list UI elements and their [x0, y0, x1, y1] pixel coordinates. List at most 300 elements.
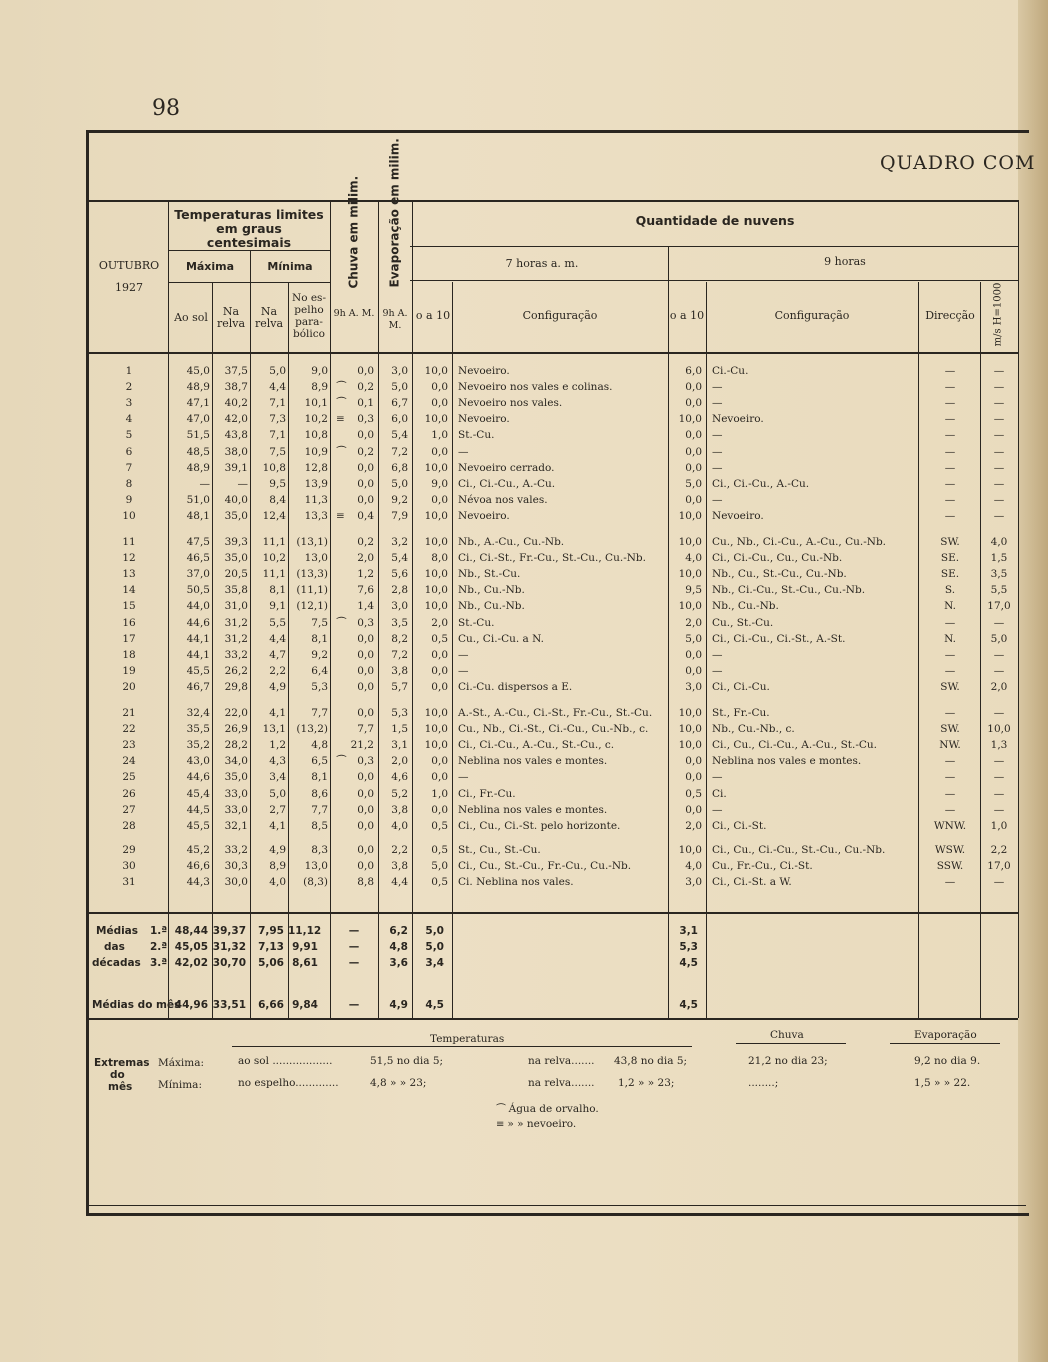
cell-rv: 43,8 [224, 429, 248, 442]
cell-me: 6,5 [311, 755, 328, 768]
cell-mr: 9,5 [269, 477, 286, 490]
cell-mr: 8,9 [269, 859, 286, 872]
cell-ch: 0,3 [357, 616, 374, 629]
cell-ev: 2,8 [391, 584, 408, 597]
cell-mr: 8,4 [269, 493, 286, 506]
footer-espelho-val: 4,8 » » 23; [370, 1077, 427, 1089]
cell-n9: 10,0 [678, 536, 702, 548]
cell-s: 45,0 [186, 365, 210, 377]
media-mes-cell-rv: 33,51 [212, 999, 246, 1011]
cell-ev: 9,2 [391, 493, 408, 506]
media-cell-rv: 30,70 [212, 957, 246, 969]
cell-d: 30 [122, 859, 136, 872]
cell-mr: 5,5 [269, 616, 286, 629]
cell-n9: 0,5 [685, 787, 702, 800]
footer-espelho: no espelho............. [238, 1077, 339, 1089]
cell-me: (13,1) [296, 536, 328, 548]
media-cell-n9: 4,5 [679, 957, 698, 969]
cell-s: 44,1 [186, 648, 210, 661]
cell-rv: 38,0 [224, 445, 248, 458]
cell-dir: — [944, 755, 956, 768]
cell-mr: 4,4 [269, 381, 286, 394]
cell-dir: — [944, 616, 956, 629]
cell-mr: 4,7 [269, 648, 286, 661]
cell-ev: 8,2 [391, 632, 408, 645]
col-rule [706, 282, 707, 1018]
footer-relva-max: na relva....... [528, 1055, 595, 1067]
cell-c7: Nevoeiro. [458, 509, 510, 522]
cell-dir: — [944, 365, 956, 377]
medias-top-rule [88, 912, 1018, 914]
cell-c7: — [458, 445, 469, 458]
cell-d: 6 [125, 445, 133, 458]
cell-n7: 10,0 [424, 707, 448, 719]
cell-ch: 2,0 [357, 552, 374, 565]
cell-s: 43,0 [186, 755, 210, 768]
cell-n7: 0,0 [431, 680, 448, 693]
cell-c9: — [712, 381, 723, 394]
cell-ev: 3,2 [391, 536, 408, 548]
cell-mr: 4,9 [269, 680, 286, 693]
media-cell-n9: 5,3 [679, 941, 698, 953]
cell-d: 25 [122, 771, 136, 784]
cell-c7: Nevoeiro cerrado. [458, 461, 555, 474]
cell-c9: Ci., Ci.-St. [712, 819, 767, 832]
cell-c7: — [458, 648, 469, 661]
cell-n7: 10,0 [424, 568, 448, 581]
cell-c7: Ci. Neblina nos vales. [458, 876, 574, 888]
cell-ev: 6,0 [391, 413, 408, 426]
media-cell-s: 48,44 [174, 925, 208, 937]
cell-n9: 10,0 [678, 739, 702, 752]
cell-c9: Nb., Cu.-Nb. [712, 600, 779, 613]
cell-dir: — [944, 707, 956, 719]
cell-ch: 7,7 [357, 723, 374, 736]
cell-c7: Ci., Cu., St.-Cu., Fr.-Cu., Cu.-Nb. [458, 859, 632, 872]
cell-c9: — [712, 445, 723, 458]
cell-me: (11,1) [296, 584, 328, 597]
min-header: Mínima [267, 260, 313, 273]
cell-c7: Nb., St.-Cu. [458, 568, 521, 581]
cell-ch: 0,0 [357, 707, 374, 719]
cell-mr: 10,8 [262, 461, 286, 474]
cell-me: 7,7 [311, 707, 328, 719]
cell-ev: 5,4 [391, 429, 408, 442]
cell-s: 44,1 [186, 632, 210, 645]
cell-me: (13,3) [296, 568, 328, 581]
ao-sol-header: Ao sol [174, 311, 208, 324]
col-rule [918, 282, 919, 1018]
cell-v: 5,0 [990, 632, 1008, 645]
cell-n9: 0,0 [685, 755, 702, 768]
cell-rv: 40,2 [224, 397, 248, 410]
cell-dir: — [944, 509, 956, 522]
cell-ev: 2,0 [391, 755, 408, 768]
cell-v: — [993, 477, 1005, 490]
cell-n7: 0,5 [431, 876, 448, 888]
cell-ev: 4,6 [391, 771, 408, 784]
cell-mr: 4,9 [269, 843, 286, 856]
cell-ev: 5,3 [391, 707, 408, 719]
cell-rv: 31,2 [224, 616, 248, 629]
cell-c9: Ci., Ci.-St. a W. [712, 876, 792, 888]
cell-rv: 33,0 [224, 787, 248, 800]
cell-n9: 10,0 [678, 600, 702, 613]
cell-n7: 0,5 [431, 632, 448, 645]
extremas-label-2: do [110, 1069, 125, 1081]
cell-me: 6,4 [311, 664, 328, 677]
cell-v: 4,0 [990, 536, 1008, 548]
cell-v: — [993, 755, 1005, 768]
extremas-label-3: mês [108, 1081, 133, 1093]
cell-n7: 0,0 [431, 664, 448, 677]
cell-s: 48,1 [186, 509, 210, 522]
cell-me: 13,3 [304, 509, 328, 522]
extremas-label: Extremas [94, 1057, 150, 1069]
cell-mr: 7,5 [269, 445, 286, 458]
media-cell-rv: 39,37 [212, 925, 246, 937]
cell-c7: Nb., A.-Cu., Cu.-Nb. [458, 536, 565, 548]
cell-ev: 5,7 [391, 680, 408, 693]
media-cell-s: 42,02 [174, 957, 208, 969]
cell-ch: 0,0 [357, 859, 374, 872]
cell-s: 45,2 [186, 843, 210, 856]
cell-v: — [993, 787, 1005, 800]
media-cell-ev: 3,6 [389, 957, 408, 969]
cell-n9: 0,0 [685, 461, 702, 474]
cell-v: 2,2 [990, 843, 1008, 856]
footer-chuva-max: 21,2 no dia 23; [748, 1055, 828, 1067]
cell-n7: 0,5 [431, 843, 448, 856]
max-header: Máxima [185, 260, 235, 273]
cell-n7: 0,0 [431, 803, 448, 816]
cell-v: — [993, 509, 1005, 522]
footer-minima: Mínima: [158, 1079, 202, 1091]
cell-rv: 35,0 [224, 509, 248, 522]
cell-mr: 4,1 [269, 819, 286, 832]
cell-c9: — [712, 493, 723, 506]
cell-c7: Ci., Ci.-Cu., A.-Cu. [458, 477, 556, 490]
col-rule [330, 200, 331, 1018]
cell-c9: St., Fr.-Cu. [712, 707, 770, 719]
cell-d: 10 [122, 509, 136, 522]
cell-ev: 4,0 [391, 819, 408, 832]
cell-d: 3 [125, 397, 133, 410]
cell-ev: 3,5 [391, 616, 408, 629]
media-cell-ev: 6,2 [389, 925, 408, 937]
cell-ch: 0,4 [357, 509, 374, 522]
cell-d: 27 [122, 803, 136, 816]
cell-ev: 5,0 [391, 477, 408, 490]
cell-c9: Ci., Ci.-Cu., Ci.-St., A.-St. [712, 632, 846, 645]
footer-relva-min: na relva....... [528, 1077, 595, 1089]
media-mes-cell-ev: 4,9 [389, 999, 408, 1011]
cell-c9: Cu., St.-Cu. [712, 616, 774, 629]
cell-c9: — [712, 648, 723, 661]
cell-ch: 0,0 [357, 632, 374, 645]
cell-d: 21 [122, 707, 136, 719]
cell-s: 44,3 [186, 876, 210, 888]
cell-ev: 6,7 [391, 397, 408, 410]
cell-n9: 10,0 [678, 843, 702, 856]
footer-temperaturas: Temperaturas [430, 1033, 505, 1045]
cell-me: 8,1 [311, 771, 328, 784]
cell-mr: 3,4 [269, 771, 286, 784]
cell-v: — [993, 707, 1005, 719]
cell-c7: Nevoeiro. [458, 413, 510, 426]
col-rule [378, 200, 379, 1018]
cell-me: 13,9 [304, 477, 328, 490]
cell-ch: 0,0 [357, 648, 374, 661]
temp-sub-rule [168, 250, 330, 251]
cell-n7: 10,0 [424, 723, 448, 736]
cell-me: (12,1) [296, 600, 328, 613]
cell-dir: WNW. [933, 819, 967, 832]
cell-c9: Nb., Cu., St.-Cu., Cu.-Nb. [712, 568, 847, 581]
cell-d: 1 [125, 365, 133, 377]
cell-d: 23 [122, 739, 136, 752]
cell-dir: SE. [940, 552, 960, 565]
cell-c7: Nevoeiro nos vales e colinas. [458, 381, 613, 394]
col-rule [250, 250, 251, 1018]
direccao-header: Direcção [925, 309, 975, 322]
nevoeiro-icon: ≡ [496, 1119, 505, 1130]
media-cell-mr: 7,95 [258, 925, 284, 937]
cell-rv: 31,2 [224, 632, 248, 645]
cell-v: 2,0 [990, 680, 1008, 693]
cell-rv: 39,1 [224, 461, 248, 474]
cell-ch: 0,0 [357, 803, 374, 816]
cell-ch: 0,0 [357, 429, 374, 442]
cell-me: 11,3 [304, 493, 328, 506]
header-top-rule [88, 200, 1018, 202]
cell-s: 44,5 [186, 803, 210, 816]
cell-d: 15 [122, 600, 136, 613]
cell-ev: 5,2 [391, 787, 408, 800]
cell-c7: Cu., Ci.-Cu. a N. [458, 632, 545, 645]
cell-c7: Ci., Ci.-St., Fr.-Cu., St.-Cu., Cu.-Nb. [458, 552, 646, 565]
cell-n9: 4,0 [685, 552, 702, 565]
cell-v: — [993, 445, 1005, 458]
cell-v: 17,0 [987, 600, 1011, 613]
footer-maxima: Máxima: [158, 1057, 205, 1069]
cell-ch: 0,2 [357, 536, 374, 548]
cell-mr: 4,4 [269, 632, 286, 645]
oa10b-header: o a 10 [669, 309, 705, 322]
cell-v: — [993, 381, 1005, 394]
col-rule [212, 282, 213, 1018]
footer-relva-min-val: 1,2 » » 23; [618, 1077, 675, 1089]
media-cell-s: 45,05 [174, 941, 208, 953]
cell-ev: 3,8 [391, 664, 408, 677]
cell-ch: 1,2 [357, 568, 374, 581]
cell-rv: 28,2 [224, 739, 248, 752]
cell-ch: 0,0 [357, 493, 374, 506]
media-mes-cell-mr: 6,66 [258, 999, 284, 1011]
cell-mr: 4,3 [269, 755, 286, 768]
media-cell-n9: 3,1 [679, 925, 698, 937]
cell-n9: 10,0 [678, 707, 702, 719]
media-mes-cell-s: 44,96 [174, 999, 208, 1011]
cell-ch: 0,2 [357, 381, 374, 394]
footer-relva-max-label: na relva [528, 1055, 572, 1067]
cell-dir: — [944, 397, 956, 410]
cell-s: 46,7 [186, 680, 210, 693]
cell-mr: 7,3 [269, 413, 286, 426]
cell-v: 1,0 [990, 819, 1008, 832]
cell-rv: 32,1 [224, 819, 248, 832]
cell-c9: Ci., Cu., Ci.-Cu., St.-Cu., Cu.-Nb. [712, 843, 886, 856]
media-mes-cell-ch: — [348, 999, 360, 1011]
cell-c9: Ci., Cu., Ci.-Cu., A.-Cu., St.-Cu. [712, 739, 878, 752]
cell-rv: 30,0 [224, 876, 248, 888]
cell-mr: 11,1 [262, 568, 286, 581]
footer-ao-sol: ao sol .................. [238, 1055, 333, 1067]
cell-mr: 4,1 [269, 707, 286, 719]
footer-evap-max: 9,2 no dia 9. [914, 1055, 981, 1067]
cell-ch: 21,2 [350, 739, 374, 752]
cell-n9: 5,0 [685, 477, 702, 490]
cell-s: 35,5 [186, 723, 210, 736]
cell-c7: Nevoeiro nos vales. [458, 397, 563, 410]
cell-me: 4,8 [311, 739, 328, 752]
cell-ev: 3,8 [391, 859, 408, 872]
cell-sym: ⏜ [336, 755, 347, 768]
cell-mr: 5,0 [269, 365, 286, 377]
cell-n9: 3,0 [685, 680, 702, 693]
cell-d: 5 [125, 429, 133, 442]
media-cell-k: 2.ª [150, 941, 168, 953]
cell-dir: — [944, 461, 956, 474]
cell-c7: St., Cu., St.-Cu. [458, 843, 541, 856]
cell-d: 13 [122, 568, 136, 581]
cell-dir: — [944, 771, 956, 784]
cell-c9: Ci., Ci.-Cu. [712, 680, 770, 693]
cell-v: — [993, 461, 1005, 474]
cell-ch: 0,3 [357, 755, 374, 768]
footer-chuva-min: ........; [748, 1077, 779, 1089]
footer-ao-sol-val: 51,5 no dia 5; [370, 1055, 444, 1067]
cell-ch: 7,6 [357, 584, 374, 597]
cell-c9: Ci., Ci.-Cu., Cu., Cu.-Nb. [712, 552, 843, 565]
cell-s: 48,9 [186, 381, 210, 394]
cell-ev: 3,8 [391, 803, 408, 816]
espelho-header: No es-pelho para-bólico [292, 292, 326, 340]
cell-c9: Nevoeiro. [712, 509, 764, 522]
cell-mr: 2,7 [269, 803, 286, 816]
cell-rv: 30,3 [224, 859, 248, 872]
cell-ch: 0,0 [357, 477, 374, 490]
cell-c7: — [458, 771, 469, 784]
cell-dir: — [944, 445, 956, 458]
cell-c7: Nb., Cu.-Nb. [458, 600, 525, 613]
cell-s: 45,5 [186, 819, 210, 832]
media-cell-ch: — [348, 941, 360, 953]
cell-ch: 0,3 [357, 413, 374, 426]
cell-me: 7,7 [311, 803, 328, 816]
cell-ev: 5,6 [391, 568, 408, 581]
cell-v: 3,5 [990, 568, 1008, 581]
cell-d: 17 [122, 632, 136, 645]
medias-bottom-rule [88, 1018, 1018, 1020]
cell-dir: — [944, 876, 956, 888]
cell-mr: 7,1 [269, 429, 286, 442]
cell-ch: 0,0 [357, 787, 374, 800]
cell-c7: Cu., Nb., Ci.-St., Ci.-Cu., Cu.-Nb., c. [458, 723, 649, 736]
cell-ch: 1,4 [357, 600, 374, 613]
cell-d: 16 [122, 616, 136, 629]
cell-mr: 12,4 [262, 509, 286, 522]
cell-sym: ⏜ [336, 616, 347, 629]
cell-ch: 0,0 [357, 664, 374, 677]
cell-dir: NW. [939, 739, 961, 752]
cell-s: — [199, 477, 210, 490]
cell-s: 51,0 [186, 493, 210, 506]
cell-c7: Ci.-Cu. dispersos a E. [458, 680, 573, 693]
cell-ch: 0,1 [357, 397, 374, 410]
cell-mr: 9,1 [269, 600, 286, 613]
cell-d: 26 [122, 787, 136, 800]
cell-ev: 3,1 [391, 739, 408, 752]
nuvens-header: Quantidade de nuvens [635, 213, 795, 228]
cell-rv: 35,0 [224, 771, 248, 784]
cell-ch: 0,0 [357, 680, 374, 693]
cell-ev: 2,2 [391, 843, 408, 856]
cell-rv: 29,8 [224, 680, 248, 693]
cell-rv: 35,0 [224, 552, 248, 565]
cell-d: 29 [122, 843, 136, 856]
cell-s: 45,4 [186, 787, 210, 800]
cell-rv: 33,2 [224, 843, 248, 856]
cell-ev: 3,0 [391, 600, 408, 613]
cell-mr: 13,1 [262, 723, 286, 736]
cell-c7: St.-Cu. [458, 616, 495, 629]
media-cell-ev: 4,8 [389, 941, 408, 953]
cell-me: (8,3) [303, 876, 328, 888]
cell-n7: 5,0 [431, 859, 448, 872]
cell-rv: 42,0 [224, 413, 248, 426]
cell-d: 8 [125, 477, 133, 490]
media-mes-cell-n7: 4,5 [425, 999, 444, 1011]
cell-rv: 40,0 [224, 493, 248, 506]
cell-c7: — [458, 664, 469, 677]
cell-s: 37,0 [186, 568, 210, 581]
media-cell-me: 11,12 [288, 925, 322, 937]
media-cell-me: 9,91 [292, 941, 318, 953]
footer-relva-min-label: na relva [528, 1077, 572, 1089]
cell-ev: 6,8 [391, 461, 408, 474]
media-cell-me: 8,61 [292, 957, 318, 969]
cell-ch: 0,0 [357, 819, 374, 832]
cell-c9: — [712, 771, 723, 784]
cell-mr: 4,0 [269, 876, 286, 888]
cell-d: 28 [122, 819, 136, 832]
cell-c9: Nb., Cu.-Nb., c. [712, 723, 795, 736]
footer-chuva: Chuva [770, 1029, 804, 1041]
cell-n9: 2,0 [685, 819, 702, 832]
cell-d: 22 [122, 723, 136, 736]
legend-nevoeiro-text: » » nevoeiro. [507, 1118, 577, 1130]
cell-me: 13,0 [304, 552, 328, 565]
cell-me: 8,6 [311, 787, 328, 800]
cell-v: — [993, 493, 1005, 506]
cell-c7: A.-St., A.-Cu., Ci.-St., Fr.-Cu., St.-Cu. [458, 707, 653, 719]
cell-dir: — [944, 648, 956, 661]
cell-mr: 7,1 [269, 397, 286, 410]
cell-ev: 7,2 [391, 648, 408, 661]
cell-c9: — [712, 664, 723, 677]
cell-n9: 9,5 [685, 584, 702, 597]
